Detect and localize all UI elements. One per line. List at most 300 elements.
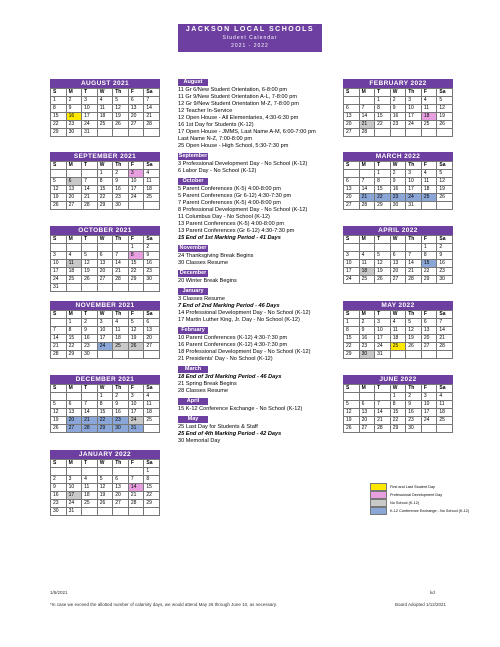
day-cell: 15 — [66, 335, 82, 343]
legend-label: First and Last Student Day — [390, 485, 435, 489]
day-cell: 15 — [144, 484, 160, 492]
day-cell: 17 — [375, 335, 391, 343]
day-cell: 29 — [51, 129, 67, 137]
day-cell: 27 — [97, 276, 113, 284]
day-cell: 26 — [437, 194, 453, 202]
day-cell: 11 — [144, 178, 160, 186]
day-cell: 30 — [359, 351, 375, 359]
month-grid — [343, 384, 453, 433]
weekday-header: M — [359, 162, 375, 170]
day-cell: 4 — [390, 319, 406, 327]
day-cell: 30 — [406, 425, 422, 433]
day-cell: 12 — [51, 409, 67, 417]
day-cell: 6 — [344, 105, 360, 113]
day-cell: 15 — [375, 186, 391, 194]
day-cell: 2 — [113, 393, 129, 401]
weekday-header: T — [82, 311, 98, 319]
day-cell — [113, 351, 129, 359]
day-cell: 8 — [390, 401, 406, 409]
month-grid — [50, 88, 160, 137]
day-cell: 26 — [406, 343, 422, 351]
day-cell: 8 — [128, 252, 144, 260]
day-cell: 18 — [113, 335, 129, 343]
weekday-header: S — [344, 236, 360, 244]
day-cell: 2 — [82, 319, 98, 327]
day-cell: 26 — [437, 121, 453, 129]
day-cell: 6 — [390, 252, 406, 260]
day-cell — [406, 244, 422, 252]
day-cell: 14 — [113, 260, 129, 268]
event-item: 13 Parent Conferences (Gr 6-12) 4:30-7:30 pm — [178, 228, 295, 234]
day-cell: 12 — [406, 327, 422, 335]
weekday-header: W — [97, 162, 113, 170]
day-cell: 23 — [406, 417, 422, 425]
day-cell: 29 — [390, 425, 406, 433]
day-cell: 30 — [390, 202, 406, 210]
day-cell: 25 — [421, 121, 437, 129]
day-cell — [128, 351, 144, 359]
weekday-header: S — [344, 311, 360, 319]
day-cell: 25 — [359, 276, 375, 284]
day-cell: 4 — [97, 97, 113, 105]
day-cell: 6 — [421, 319, 437, 327]
weekday-header: M — [66, 460, 82, 468]
day-cell: 18 — [144, 409, 160, 417]
weekday-header: Th — [113, 385, 129, 393]
event-item: 25 Last Day for Students & Staff — [178, 424, 258, 430]
month-title: JUNE 2022 — [343, 375, 453, 384]
day-cell — [113, 508, 129, 516]
day-cell: 9 — [51, 484, 67, 492]
day-cell: 15 — [375, 113, 391, 121]
day-cell: 31 — [128, 425, 144, 433]
day-cell: 18 — [82, 492, 98, 500]
day-cell: 1 — [344, 319, 360, 327]
footer-adopted: Board Adopted 1/12/2021 — [395, 602, 447, 607]
day-cell: 12 — [82, 260, 98, 268]
day-cell: 23 — [51, 500, 67, 508]
day-cell: 21 — [113, 268, 129, 276]
weekday-header: Th — [406, 236, 422, 244]
weekday-header: M — [359, 89, 375, 97]
day-cell: 6 — [113, 476, 129, 484]
day-cell: 1 — [66, 319, 82, 327]
day-cell: 20 — [344, 121, 360, 129]
day-cell — [66, 170, 82, 178]
day-cell: 21 — [406, 268, 422, 276]
day-cell: 26 — [82, 276, 98, 284]
day-cell: 4 — [113, 319, 129, 327]
month-title: MAY 2022 — [343, 301, 453, 310]
weekday-header: F — [128, 460, 144, 468]
calendar-april — [343, 226, 453, 284]
day-cell: 4 — [144, 170, 160, 178]
day-cell: 10 — [421, 401, 437, 409]
day-cell — [421, 425, 437, 433]
day-cell — [128, 129, 144, 137]
weekday-header: F — [421, 385, 437, 393]
day-cell: 7 — [375, 401, 391, 409]
day-cell: 16 — [66, 113, 82, 121]
day-cell: 5 — [97, 476, 113, 484]
day-cell: 4 — [82, 476, 98, 484]
calendar-january — [50, 450, 160, 516]
day-cell: 20 — [113, 492, 129, 500]
day-cell: 19 — [128, 335, 144, 343]
day-cell: 7 — [51, 327, 67, 335]
day-cell: 17 — [128, 409, 144, 417]
day-cell: 5 — [128, 319, 144, 327]
day-cell: 2 — [390, 97, 406, 105]
event-item: 25 End of 4th Marking Period - 42 Days — [178, 431, 282, 437]
day-cell: 26 — [128, 343, 144, 351]
day-cell: 25 — [82, 500, 98, 508]
day-cell: 13 — [66, 186, 82, 194]
day-cell: 18 — [421, 113, 437, 121]
day-cell: 23 — [113, 417, 129, 425]
day-cell — [144, 129, 160, 137]
weekday-header: M — [66, 311, 82, 319]
day-cell — [51, 319, 67, 327]
legend-item — [370, 491, 482, 499]
day-cell: 28 — [51, 351, 67, 359]
day-cell — [390, 244, 406, 252]
day-cell — [144, 351, 160, 359]
day-cell: 28 — [82, 425, 98, 433]
weekday-header: Sa — [437, 162, 453, 170]
day-cell: 22 — [128, 268, 144, 276]
weekday-header: W — [97, 89, 113, 97]
day-cell: 16 — [359, 335, 375, 343]
day-cell: 26 — [113, 121, 129, 129]
weekday-header: S — [51, 460, 67, 468]
weekday-header: M — [66, 236, 82, 244]
event-item: 28 Classes Resume — [178, 388, 229, 394]
day-cell: 18 — [437, 409, 453, 417]
legend-label: K-12 Conference Exchange - No School (K-12) — [390, 509, 470, 513]
day-cell: 23 — [82, 343, 98, 351]
legend-item — [370, 507, 482, 515]
day-cell: 25 — [113, 343, 129, 351]
day-cell — [144, 425, 160, 433]
day-cell: 2 — [437, 244, 453, 252]
day-cell — [51, 244, 67, 252]
day-cell: 28 — [375, 425, 391, 433]
events-month-heading: November — [179, 245, 207, 251]
day-cell: 26 — [375, 276, 391, 284]
day-cell: 27 — [344, 202, 360, 210]
day-cell: 24 — [421, 417, 437, 425]
day-cell: 24 — [128, 194, 144, 202]
day-cell: 16 — [437, 260, 453, 268]
event-item: 18 End of 3rd Marking Period - 46 Days — [178, 374, 282, 380]
legend — [370, 483, 482, 515]
day-cell: 1 — [144, 468, 160, 476]
weekday-header: M — [359, 385, 375, 393]
weekday-header: F — [421, 311, 437, 319]
day-cell: 12 — [344, 409, 360, 417]
weekday-header: F — [128, 311, 144, 319]
day-cell: 18 — [97, 113, 113, 121]
weekday-header: W — [390, 236, 406, 244]
event-item: 30 Memorial Day — [178, 438, 221, 444]
day-cell: 14 — [51, 335, 67, 343]
day-cell: 2 — [144, 244, 160, 252]
day-cell: 11 — [359, 260, 375, 268]
weekday-header: W — [390, 89, 406, 97]
day-cell: 20 — [97, 268, 113, 276]
day-cell: 19 — [437, 113, 453, 121]
day-cell: 3 — [82, 97, 98, 105]
day-cell: 15 — [128, 260, 144, 268]
day-cell: 11 — [144, 401, 160, 409]
weekday-header: Th — [113, 460, 129, 468]
month-grid — [50, 161, 160, 210]
event-item: 11 Gr 6/New Student Orientation, 6-8:00 pm — [178, 87, 288, 93]
day-cell: 18 — [144, 186, 160, 194]
day-cell: 30 — [113, 425, 129, 433]
day-cell: 4 — [421, 170, 437, 178]
day-cell: 28 — [359, 202, 375, 210]
day-cell — [421, 202, 437, 210]
day-cell — [82, 468, 98, 476]
weekday-header: T — [82, 385, 98, 393]
day-cell: 21 — [359, 121, 375, 129]
weekday-header: F — [421, 89, 437, 97]
day-cell: 21 — [51, 343, 67, 351]
weekday-header: W — [97, 236, 113, 244]
day-cell: 25 — [421, 194, 437, 202]
district-title: JACKSON LOCAL SCHOOLS — [185, 26, 315, 33]
weekday-header: S — [51, 385, 67, 393]
day-cell: 27 — [421, 343, 437, 351]
day-cell — [97, 351, 113, 359]
events-month-heading: January — [178, 288, 208, 295]
day-cell: 9 — [144, 252, 160, 260]
weekday-header: Sa — [437, 311, 453, 319]
day-cell — [128, 202, 144, 210]
day-cell: 20 — [144, 335, 160, 343]
weekday-header: Sa — [144, 311, 160, 319]
day-cell: 11 — [421, 105, 437, 113]
event-item: 21 Spring Break Begins — [178, 381, 237, 387]
events-list — [178, 79, 348, 448]
day-cell: 15 — [390, 409, 406, 417]
weekday-header: W — [390, 162, 406, 170]
footer-date: 1/5/2021 — [50, 590, 68, 595]
day-cell — [437, 351, 453, 359]
legend-item — [370, 499, 482, 507]
day-cell: 14 — [375, 409, 391, 417]
day-cell: 8 — [375, 178, 391, 186]
day-cell: 20 — [66, 194, 82, 202]
day-cell — [144, 202, 160, 210]
event-item: 12 Open House - All Elementaries, 4:30-6:30 pm — [178, 115, 299, 121]
day-cell: 13 — [66, 409, 82, 417]
day-cell: 3 — [66, 476, 82, 484]
event-item: 5 Parent Conferences (Gr 6-12) 4:30-7:30 pm — [178, 193, 292, 199]
day-cell — [113, 468, 129, 476]
day-cell: 30 — [66, 129, 82, 137]
weekday-header: Sa — [437, 385, 453, 393]
day-cell — [375, 129, 391, 137]
day-cell: 22 — [66, 343, 82, 351]
day-cell: 29 — [344, 351, 360, 359]
day-cell: 26 — [51, 425, 67, 433]
day-cell: 14 — [437, 327, 453, 335]
day-cell: 21 — [144, 113, 160, 121]
day-cell: 30 — [437, 276, 453, 284]
day-cell — [390, 351, 406, 359]
day-cell: 27 — [128, 121, 144, 129]
school-years: 2021 - 2022 — [231, 43, 269, 49]
day-cell: 28 — [437, 343, 453, 351]
event-item: 15 End of 1st Marking Period - 41 Days — [178, 235, 281, 241]
day-cell: 20 — [66, 417, 82, 425]
weekday-header: Sa — [144, 162, 160, 170]
day-cell: 9 — [390, 105, 406, 113]
day-cell: 22 — [390, 417, 406, 425]
day-cell: 28 — [82, 202, 98, 210]
day-cell — [113, 284, 129, 292]
event-item: 24 Thanksgiving Break Begins — [178, 253, 254, 259]
day-cell: 29 — [97, 202, 113, 210]
month-title: DECEMBER 2021 — [50, 375, 160, 384]
event-item: 11 Gr 9/New Student Orientation A-L, 7-8:00 pm — [178, 94, 297, 100]
day-cell: 24 — [51, 276, 67, 284]
day-cell: 16 — [390, 186, 406, 194]
day-cell: 9 — [113, 178, 129, 186]
day-cell: 17 — [51, 268, 67, 276]
day-cell: 23 — [390, 121, 406, 129]
day-cell: 25 — [97, 121, 113, 129]
day-cell — [359, 97, 375, 105]
day-cell: 26 — [51, 202, 67, 210]
event-item: 30 Classes Resume — [178, 260, 229, 266]
day-cell: 24 — [406, 194, 422, 202]
weekday-header: Th — [406, 162, 422, 170]
day-cell: 13 — [97, 260, 113, 268]
day-cell: 30 — [82, 351, 98, 359]
day-cell: 28 — [113, 276, 129, 284]
day-cell: 5 — [437, 97, 453, 105]
day-cell: 25 — [66, 276, 82, 284]
day-cell: 15 — [51, 113, 67, 121]
day-cell: 22 — [97, 417, 113, 425]
day-cell: 21 — [375, 417, 391, 425]
day-cell: 18 — [390, 335, 406, 343]
month-title: FEBRUARY 2022 — [343, 79, 453, 88]
day-cell — [437, 129, 453, 137]
day-cell: 22 — [144, 492, 160, 500]
day-cell: 2 — [51, 476, 67, 484]
day-cell: 6 — [359, 401, 375, 409]
event-item: 16 1st Day for Students (K-12) — [178, 122, 254, 128]
day-cell: 1 — [97, 170, 113, 178]
weekday-header: S — [51, 236, 67, 244]
day-cell — [82, 244, 98, 252]
day-cell: 23 — [390, 194, 406, 202]
day-cell: 19 — [375, 268, 391, 276]
event-item: 10 Parent Conferences (K-12) 4:30-7:30 pm — [178, 335, 288, 341]
day-cell: 23 — [66, 121, 82, 129]
day-cell: 17 — [66, 492, 82, 500]
day-cell: 27 — [66, 202, 82, 210]
day-cell: 5 — [375, 252, 391, 260]
day-cell: 8 — [51, 105, 67, 113]
event-item: 25 Open House - High School, 5:30-7:30 pm — [178, 143, 289, 149]
day-cell: 31 — [82, 129, 98, 137]
day-cell — [66, 393, 82, 401]
calendar-may — [343, 301, 453, 359]
weekday-header: Th — [113, 162, 129, 170]
day-cell: 21 — [359, 194, 375, 202]
weekday-header: T — [375, 162, 391, 170]
day-cell: 28 — [128, 500, 144, 508]
event-item: 12 Teacher In-Service — [178, 108, 233, 114]
month-grid — [50, 310, 160, 359]
day-cell: 17 — [406, 113, 422, 121]
day-cell: 23 — [144, 268, 160, 276]
event-item: 5 Parent Conferences (K-5) 4:00-8:00 pm — [178, 186, 281, 192]
day-cell: 18 — [359, 268, 375, 276]
weekday-header: Sa — [144, 89, 160, 97]
calendar-march — [343, 152, 453, 210]
day-cell: 19 — [51, 417, 67, 425]
day-cell: 16 — [390, 113, 406, 121]
day-cell: 8 — [66, 327, 82, 335]
day-cell: 19 — [344, 417, 360, 425]
day-cell — [51, 393, 67, 401]
day-cell: 6 — [344, 178, 360, 186]
day-cell: 6 — [97, 252, 113, 260]
day-cell: 28 — [359, 129, 375, 137]
day-cell: 24 — [128, 417, 144, 425]
day-cell: 15 — [97, 409, 113, 417]
day-cell: 3 — [406, 97, 422, 105]
day-cell: 8 — [144, 476, 160, 484]
day-cell: 19 — [82, 268, 98, 276]
day-cell: 3 — [128, 393, 144, 401]
day-cell: 5 — [82, 252, 98, 260]
day-cell: 10 — [406, 178, 422, 186]
day-cell: 28 — [406, 276, 422, 284]
event-item: 3 Professional Development Day - No School (K-12) — [178, 161, 308, 167]
day-cell: 21 — [82, 194, 98, 202]
day-cell — [66, 244, 82, 252]
weekday-header: Th — [406, 311, 422, 319]
day-cell — [375, 393, 391, 401]
weekday-header: T — [82, 236, 98, 244]
day-cell — [359, 244, 375, 252]
day-cell: 1 — [97, 393, 113, 401]
day-cell: 24 — [66, 500, 82, 508]
day-cell — [51, 468, 67, 476]
day-cell: 25 — [437, 417, 453, 425]
day-cell: 14 — [406, 260, 422, 268]
month-grid — [50, 459, 160, 516]
day-cell — [82, 284, 98, 292]
day-cell: 27 — [344, 129, 360, 137]
month-title: APRIL 2022 — [343, 226, 453, 235]
day-cell — [82, 170, 98, 178]
day-cell: 24 — [97, 343, 113, 351]
day-cell: 11 — [421, 178, 437, 186]
day-cell: 16 — [82, 335, 98, 343]
day-cell: 11 — [437, 401, 453, 409]
day-cell: 23 — [437, 268, 453, 276]
day-cell: 19 — [97, 492, 113, 500]
